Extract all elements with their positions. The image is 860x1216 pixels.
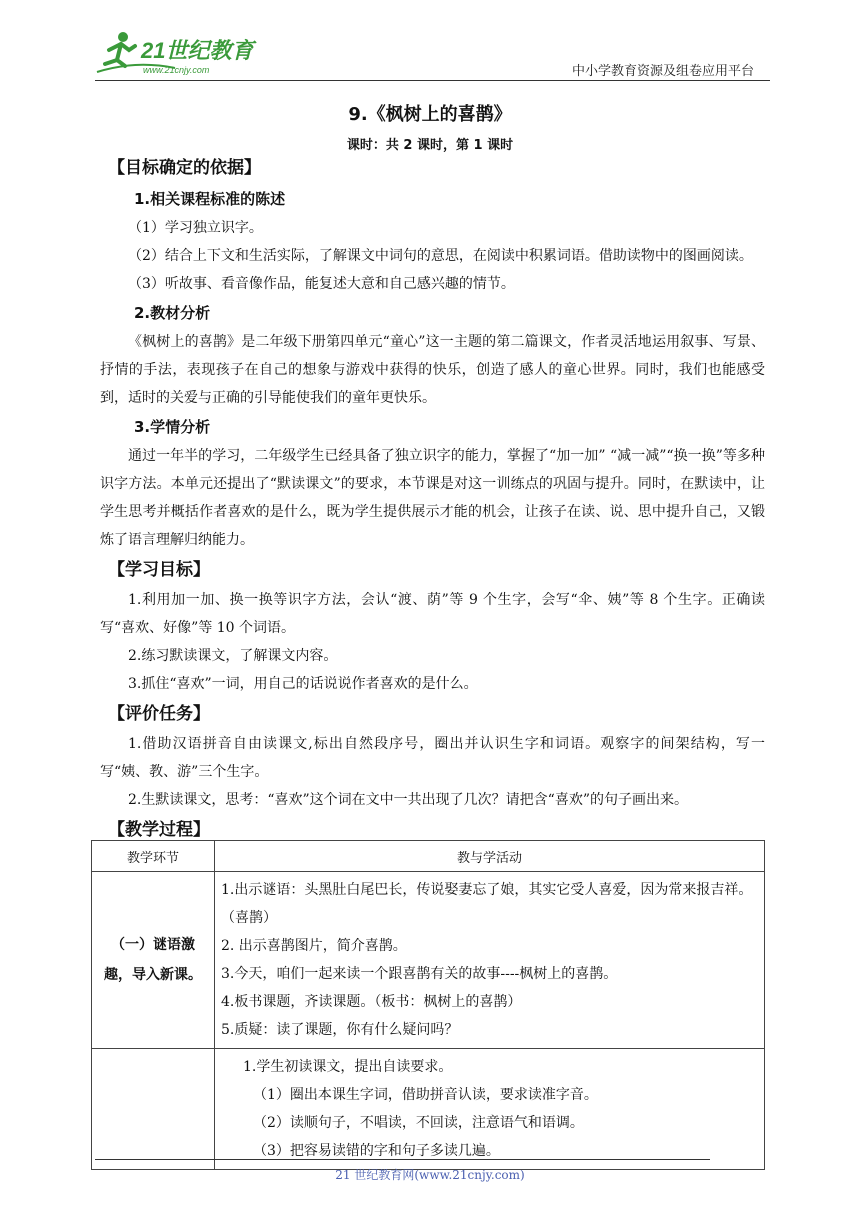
activity-item: 1.学生初读课文，提出自读要求。: [243, 1059, 453, 1075]
table-header-row: [92, 841, 765, 872]
footer-link[interactable]: 21 世纪教育网(www.21cnjy.com): [335, 1168, 525, 1182]
activity-item: 2. 出示喜鹊图片，简介喜鹊。: [221, 938, 407, 954]
site-logo: [95, 30, 265, 80]
header-activities: 教与学活动: [215, 841, 765, 872]
section-basis-heading: 【目标确定的依据】: [108, 158, 261, 178]
activity-item: 1.出示谜语：头黑肚白尾巴长，传说娶妻忘了娘，其实它受人喜爱，因为常来报吉祥。（喜鹊）: [221, 882, 753, 926]
process-table: [91, 840, 765, 1170]
table-row: [92, 872, 765, 1049]
goal-2: 2.练习默读课文，了解课文内容。: [128, 648, 338, 664]
doc-subtitle: 课时：共 2 课时，第 1 课时: [346, 138, 514, 153]
activity-item: 3.今天，咱们一起来读一个跟喜鹊有关的故事----枫树上的喜鹊。: [221, 966, 618, 982]
header-divider: [95, 80, 770, 81]
task-2: 2.生默读课文，思考：“喜欢”这个词在文中一共出现了几次？请把含“喜欢”的句子画出来。: [128, 792, 688, 808]
section-process-heading: 【教学过程】: [108, 820, 210, 840]
activities-cell: [215, 1049, 765, 1170]
standards-p3: （3）听故事、看音像作品，能复述大意和自己感兴趣的情节。: [128, 276, 515, 292]
activity-subitem: （2）读顺句子，不唱读，不回读，注意语气和语调。: [253, 1115, 584, 1131]
standards-p1: （1）学习独立识字。: [128, 220, 263, 236]
task-1: 1.借助汉语拼音自由读课文,标出自然段序号，圈出并认识生字和词语。观察字的间架结构，写一写“姨、教、游”三个生字。: [100, 736, 765, 780]
logo-text: 21世纪教育: [141, 38, 254, 63]
doc-title: 9.《枫树上的喜鹊》: [348, 104, 512, 125]
activity-item: 4.板书课题，齐读课题。（板书：枫树上的喜鹊）: [221, 994, 522, 1010]
stage-cell: [92, 1049, 215, 1170]
doc-body: [100, 152, 765, 846]
footer-divider: [95, 1159, 710, 1160]
section-tasks-heading: 【评价任务】: [108, 704, 210, 724]
standards-p2: （2）结合上下文和生活实际，了解课文中词句的意思，在阅读中积累词语。借助读物中的图画阅读。: [128, 248, 753, 264]
standards-heading: 1.相关课程标准的陈述: [134, 190, 286, 208]
section-goals-heading: 【学习目标】: [108, 560, 210, 580]
activity-item: 5.质疑：读了课题，你有什么疑问吗？: [221, 1022, 459, 1038]
material-heading: 2.教材分析: [134, 304, 211, 322]
stage-cell: （一）谜语激趣，导入新课。: [92, 872, 215, 1049]
activity-subitem: （3）把容易读错的字和句子多读几遍。: [253, 1143, 500, 1159]
material-paragraph: 《枫树上的喜鹊》是二年级下册第四单元“童心”这一主题的第二篇课文，作者灵活地运用叙事、写景、抒情的手法，表现孩子在自己的想象与游戏中获得的快乐，创造了感人的童心世界。同时，我们也能感受到，适时的关爱与正确的引导能使我们的童年更快乐。: [100, 334, 765, 406]
activities-cell: [215, 872, 765, 1049]
table-row: [92, 1049, 765, 1170]
learner-paragraph: 通过一年半的学习，二年级学生已经具备了独立识字的能力，掌握了“加一加” “减一减”“换一换”等多种识字方法。本单元还提出了“默读课文”的要求，本节课是对这一训练点的巩固与提升。同时，在默读中，让学生思考并概括作者喜欢的是什么，既为学生提供展示才能的机会，让孩子在读、说、思中提升自己，又锻炼了语言理解归纳能力。: [100, 448, 765, 548]
goal-1: 1.利用加一加、换一换等识字方法，会认“渡、荫”等 9 个生字，会写“伞、姨”等 8 个生字。正确读写“喜欢、好像”等 10 个词语。: [100, 592, 765, 636]
platform-name: 中小学教育资源及组卷应用平台: [571, 64, 754, 79]
header-stage: 教学环节: [92, 841, 215, 872]
goal-3: 3.抓住“喜欢”一词，用自己的话说说作者喜欢的是什么。: [128, 676, 478, 692]
activity-subitem: （1）圈出本课生字词，借助拼音认读，要求读准字音。: [253, 1087, 598, 1103]
logo-url: www.21cnjy.com: [143, 65, 210, 75]
learner-heading: 3.学情分析: [134, 418, 211, 436]
